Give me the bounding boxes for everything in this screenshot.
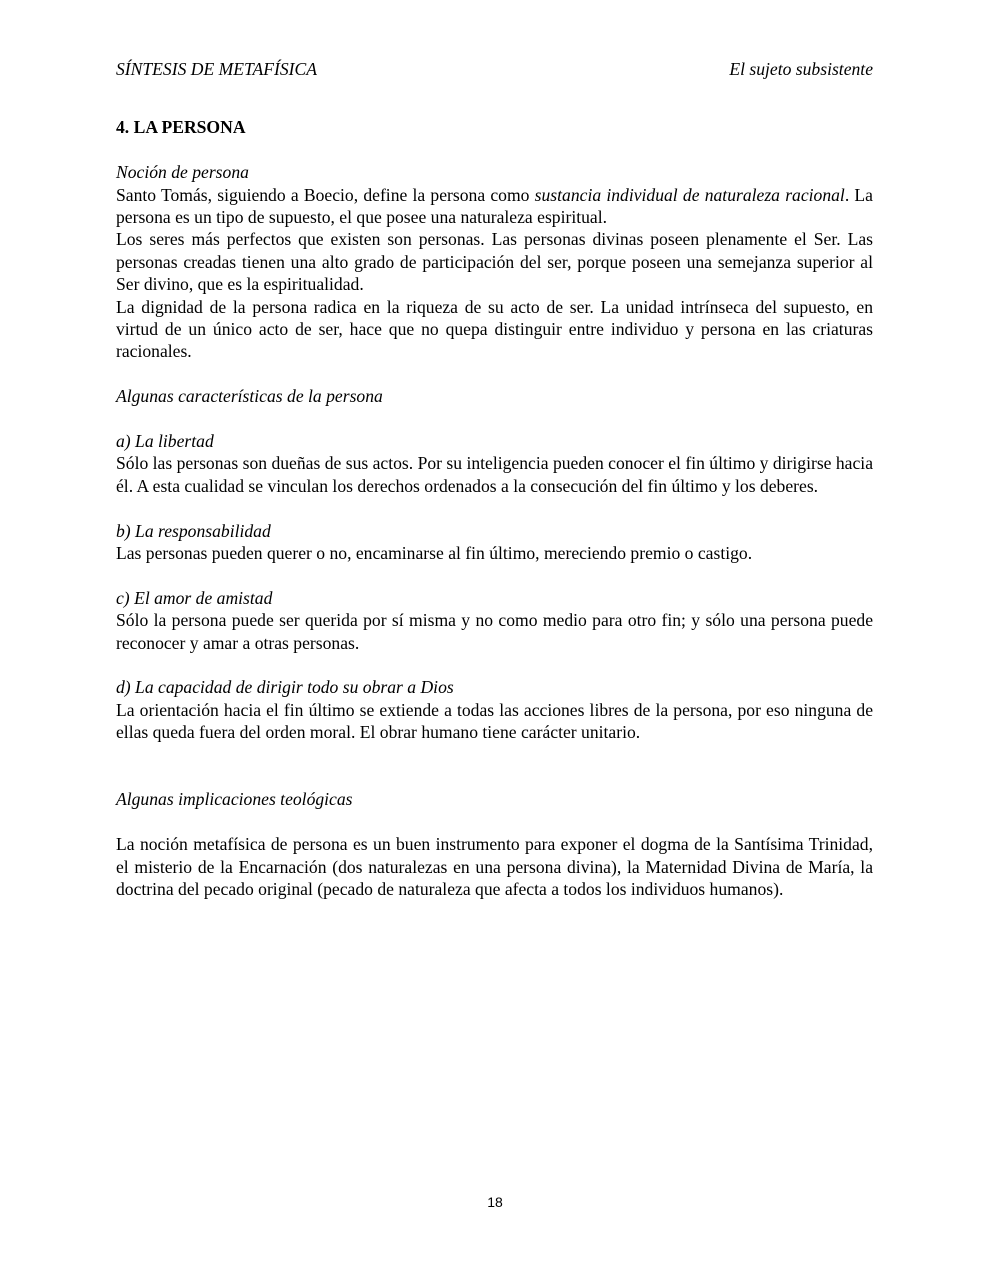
paragraph-seres-perfectos: Los seres más perfectos que existen son personas. Las personas divinas poseen plenamente el Ser. Las personas creadas tienen una alto grado de participación del ser, porque poseen una semejanza superior al Ser divino, que es la espiritualidad. — [116, 229, 873, 295]
header-book-title: SÍNTESIS DE METAFÍSICA — [116, 59, 317, 79]
page-content — [116, 58, 873, 900]
running-header — [116, 58, 873, 80]
definicion-text: Santo Tomás, siguiendo a Boecio, define la persona como — [116, 184, 535, 205]
item-title-amor: c) El amor de amistad — [116, 587, 273, 608]
item-title-dios: d) La capacidad de dirigir todo su obrar a Dios — [116, 677, 454, 698]
paragraph-definicion — [116, 184, 873, 229]
item-text-amor: Sólo la persona puede ser querida por sí misma y no como medio para otro fin; y sólo una persona puede reconocer y amar a otras personas. — [116, 610, 873, 653]
subheading-caracteristicas: Algunas características de la persona — [116, 386, 383, 407]
paragraph-dignidad: La dignidad de la persona radica en la riqueza de su acto de ser. La unidad intrínseca del supuesto, en virtud de un único acto de ser, hace que no quepa distinguir entre individuo y persona en las criaturas racionales. — [116, 296, 873, 362]
subheading-implicaciones: Algunas implicaciones teológicas — [116, 789, 353, 810]
header-chapter-title: El sujeto subsistente — [729, 59, 873, 79]
item-text-responsabilidad: Las personas pueden querer o no, encaminarse al fin último, mereciendo premio o castigo. — [116, 543, 753, 564]
section-title: 4. LA PERSONA — [116, 117, 246, 138]
definicion-text-end: . La persona es un tipo de supuesto, el que posee una naturaleza espiritual. — [116, 184, 873, 227]
item-text-dios: La orientación hacia el fin último se extiende a todas las acciones libres de la persona, por eso ninguna de ellas queda fuera del orden moral. El obrar humano tiene carácter unitario. — [116, 699, 873, 743]
item-text-libertad: Sólo las personas son dueñas de sus actos. Por su inteligencia pueden conocer el fin último y dirigirse hacia él. A esta cualidad se vinculan los derechos ordenados a la consecución del fin último y los deberes. — [116, 453, 873, 496]
page-number: 18 — [487, 1194, 503, 1210]
subheading-nocion: Noción de persona — [116, 162, 249, 183]
paragraph-implicaciones: La noción metafísica de persona es un buen instrumento para exponer el dogma de la Santísima Trinidad, el misterio de la Encarnación (dos naturalezas en una persona divina), la Maternidad Divina de María, la doctrina del pecado original (pecado de naturaleza que afecta a todos los individuos humanos). — [116, 834, 873, 900]
item-title-libertad: a) La libertad — [116, 431, 214, 452]
definicion-emphasis: sustancia individual de naturaleza racional — [534, 184, 845, 205]
item-title-responsabilidad: b) La responsabilidad — [116, 520, 271, 541]
